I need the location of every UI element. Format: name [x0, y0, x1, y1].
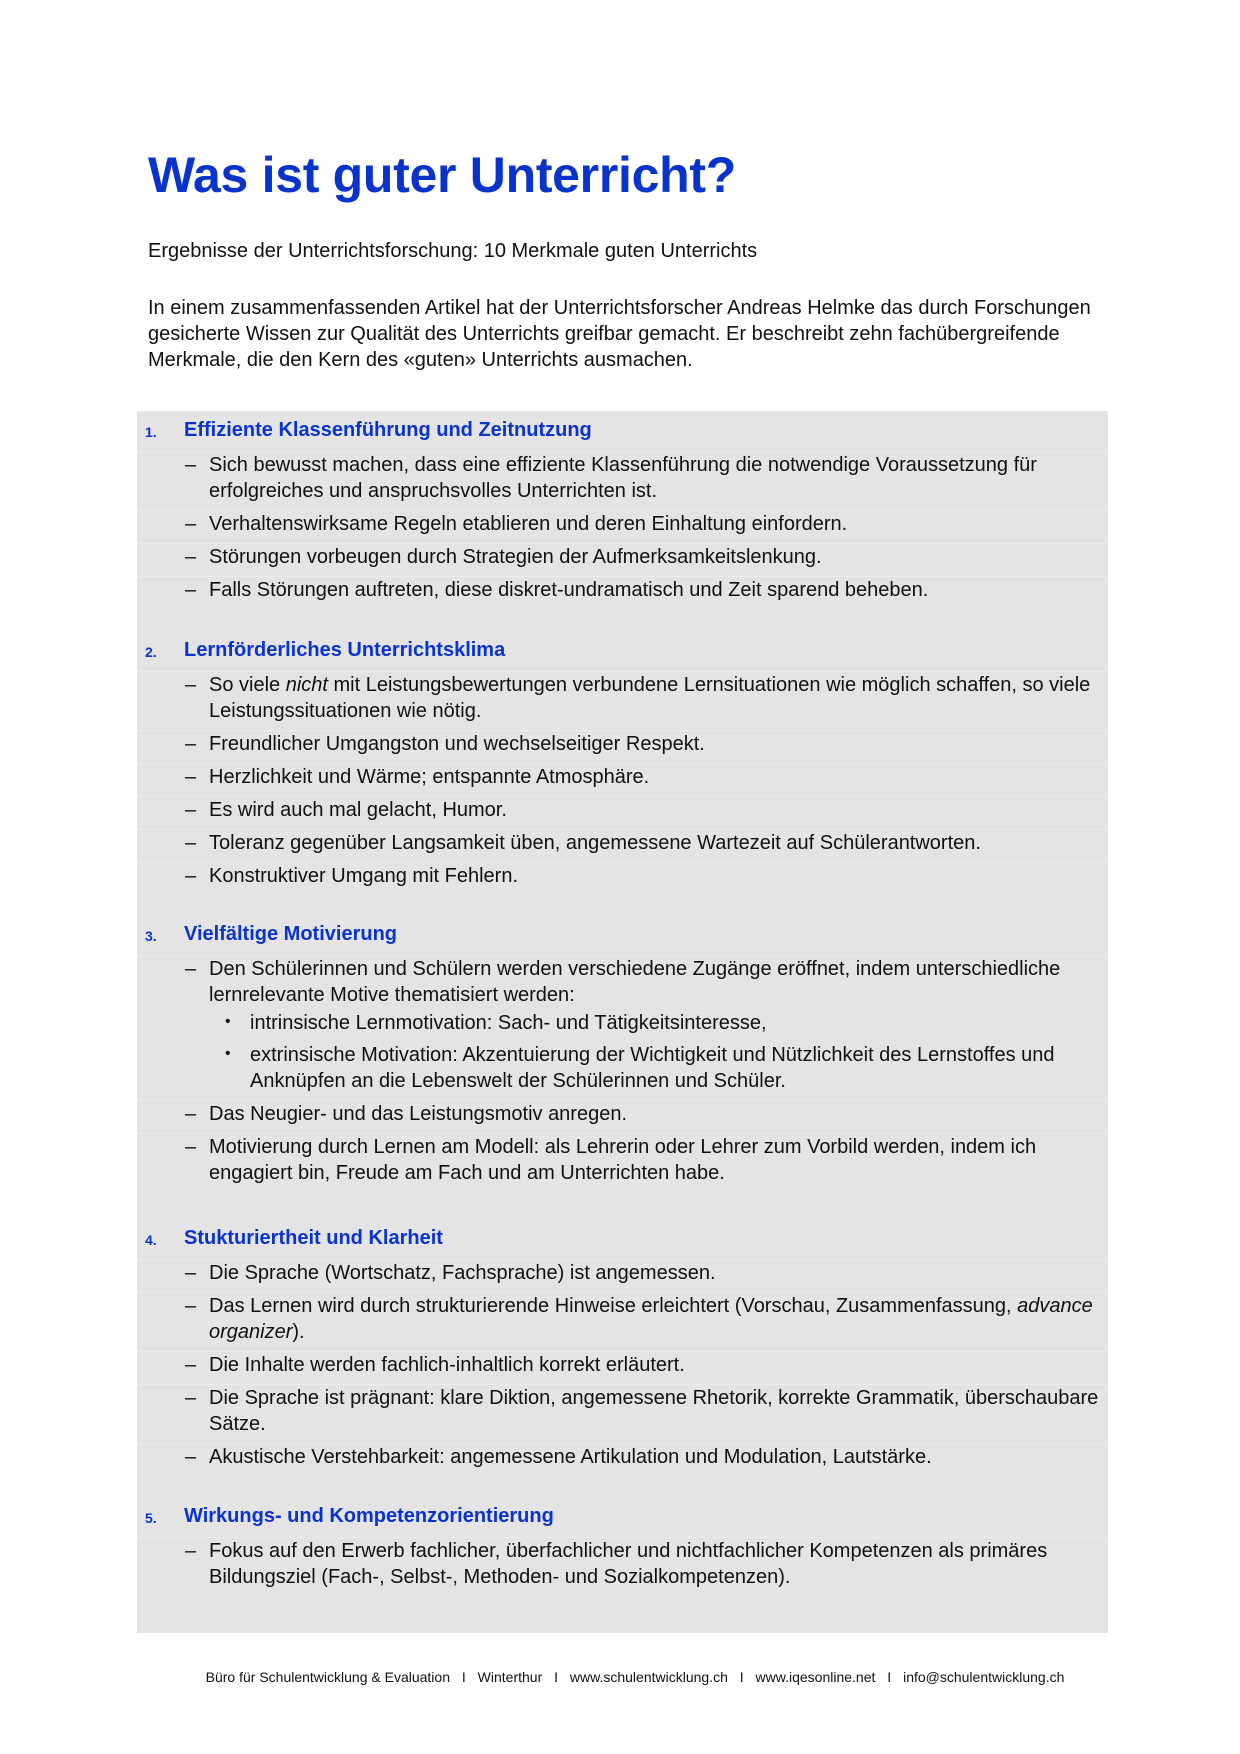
- dash-icon: –: [185, 1354, 197, 1376]
- footer-iqes-link[interactable]: www.iqesonline.net: [755, 1669, 876, 1685]
- dash-icon: –: [185, 579, 197, 601]
- list-item: – Die Sprache ist prägnant: klare Diktion, angemessene Rhetorik, korrekte Grammatik, überschaubare Sätze.: [137, 1384, 1108, 1437]
- criteria-box: [137, 411, 1108, 1633]
- footer: [0, 1669, 1240, 1685]
- sub-list-item: • extrinsische Motivation: Akzentuierung der Wichtigkeit und Nützlichkeit des Lernstoffes und Anknüpfen an die Lebenswelt der Schülerinnen und Schüler.: [209, 1042, 1100, 1094]
- dash-icon: –: [185, 674, 197, 696]
- section-number: 4.: [145, 1232, 157, 1248]
- dash-icon: –: [185, 454, 197, 476]
- footer-separator: I: [887, 1669, 892, 1685]
- list-item: – Herzlichkeit und Wärme; entspannte Atmosphäre.: [137, 763, 1108, 790]
- dash-icon: –: [185, 1446, 197, 1468]
- footer-email-link[interactable]: info@schulentwicklung.ch: [903, 1669, 1065, 1685]
- dash-icon: –: [185, 1387, 197, 1409]
- list-item: – Freundlicher Umgangston und wechselseitiger Respekt.: [137, 730, 1108, 757]
- dash-icon: –: [185, 958, 197, 980]
- list-item: – Falls Störungen auftreten, diese diskret-undramatisch und Zeit sparend beheben.: [137, 576, 1108, 603]
- footer-website-link[interactable]: www.schulentwicklung.ch: [569, 1669, 728, 1685]
- section-5: [137, 1501, 1108, 1596]
- list-item: – Den Schülerinnen und Schülern werden verschiedene Zugänge eröffnet, indem unterschiedliche lernrelevante Motive thematisiert werden: • intrinsische Lernmotivation: Sach- und Tätigkeitsinteresse, • extrinsische Motivation: Akzentuierung der Wichtigkeit und Nützlichkeit des Lernstoffes und Anknüpfen an die Lebenswelt der Schülerinnen und Schüler.: [137, 955, 1108, 1094]
- section-title: Wirkungs- und Kompetenzorientierung: [184, 1505, 554, 1527]
- dash-icon: –: [185, 799, 197, 821]
- list-item: – Störungen vorbeugen durch Strategien der Aufmerksamkeitslenkung.: [137, 543, 1108, 570]
- section-number: 3.: [145, 928, 157, 944]
- list-item: – Sich bewusst machen, dass eine effiziente Klassenführung die notwendige Voraussetzung für erfolgreiches und anspruchsvolles Unterrichten ist.: [137, 451, 1108, 504]
- footer-separator: I: [461, 1669, 466, 1685]
- section-4: [137, 1223, 1108, 1476]
- section-title: Stukturiertheit und Klarheit: [184, 1227, 443, 1249]
- dash-icon: –: [185, 1540, 197, 1562]
- dash-icon: –: [185, 513, 197, 535]
- list-item: – Konstruktiver Umgang mit Fehlern.: [137, 862, 1108, 889]
- list-item: – Akustische Verstehbarkeit: angemessene Artikulation und Modulation, Lautstärke.: [137, 1443, 1108, 1470]
- list-item: – Die Inhalte werden fachlich-inhaltlich korrekt erläutert.: [137, 1351, 1108, 1378]
- dash-icon: –: [185, 1103, 197, 1125]
- list-item: – Motivierung durch Lernen am Modell: als Lehrerin oder Lehrer zum Vorbild werden, indem ich engagiert bin, Freude am Fach und am Unterrichten habe.: [137, 1133, 1108, 1186]
- dash-icon: –: [185, 832, 197, 854]
- dash-icon: –: [185, 733, 197, 755]
- list-item: – Verhaltenswirksame Regeln etablieren und deren Einhaltung einfordern.: [137, 510, 1108, 537]
- section-1: [137, 415, 1108, 609]
- section-number: 2.: [145, 644, 157, 660]
- footer-separator: I: [739, 1669, 744, 1685]
- list-item: – Die Sprache (Wortschatz, Fachsprache) ist angemessen.: [137, 1259, 1108, 1286]
- dash-icon: –: [185, 1262, 197, 1284]
- list-item: – Das Neugier- und das Leistungsmotiv anregen.: [137, 1100, 1108, 1127]
- section-title: Effiziente Klassenführung und Zeitnutzung: [184, 419, 592, 441]
- sub-list-item: • intrinsische Lernmotivation: Sach- und Tätigkeitsinteresse,: [209, 1010, 1100, 1036]
- section-3: [137, 919, 1108, 1192]
- section-2: [137, 635, 1108, 895]
- footer-separator: I: [554, 1669, 559, 1685]
- section-title: Vielfältige Motivierung: [184, 923, 397, 945]
- subtitle: Ergebnisse der Unterrichtsforschung: 10 Merkmale guten Unterrichts: [148, 240, 758, 262]
- dash-icon: –: [185, 1136, 197, 1158]
- section-number: 5.: [145, 1510, 157, 1526]
- bullet-icon: •: [225, 1045, 231, 1062]
- section-title: Lernförderliches Unterrichtsklima: [184, 639, 506, 661]
- bullet-icon: •: [225, 1013, 231, 1030]
- page-title: Was ist guter Unterricht?: [148, 147, 736, 203]
- dash-icon: –: [185, 1295, 197, 1317]
- section-number: 1.: [145, 424, 157, 440]
- list-item: – Fokus auf den Erwerb fachlicher, überfachlicher und nichtfachlicher Kompetenzen als primäres Bildungsziel (Fach-, Selbst-, Methoden- und Sozialkompetenzen).: [137, 1537, 1108, 1590]
- dash-icon: –: [185, 865, 197, 887]
- intro-paragraph: In einem zusammenfassenden Artikel hat der Unterrichtsforscher Andreas Helmke das durch Forschungen gesicherte Wissen zur Qualität des Unterrichts greifbar gemacht. Er beschreibt zehn fachübergreifende Merkmale, die den Kern des «guten» Unterrichts ausmachen.: [148, 297, 1091, 371]
- dash-icon: –: [185, 766, 197, 788]
- list-item: – Das Lernen wird durch strukturierende Hinweise erleichtert (Vorschau, Zusammenfassung, advance organizer).: [137, 1292, 1108, 1345]
- dash-icon: –: [185, 546, 197, 568]
- footer-city: Winterthur: [477, 1669, 543, 1685]
- list-item: – Es wird auch mal gelacht, Humor.: [137, 796, 1108, 823]
- list-item: – So viele nicht mit Leistungsbewertungen verbundene Lernsituationen wie möglich schaffen, so viele Leistungssituationen wie nötig.: [137, 671, 1108, 724]
- list-item: – Toleranz gegenüber Langsamkeit üben, angemessene Wartezeit auf Schülerantworten.: [137, 829, 1108, 856]
- footer-org: Büro für Schulentwicklung & Evaluation: [205, 1669, 450, 1685]
